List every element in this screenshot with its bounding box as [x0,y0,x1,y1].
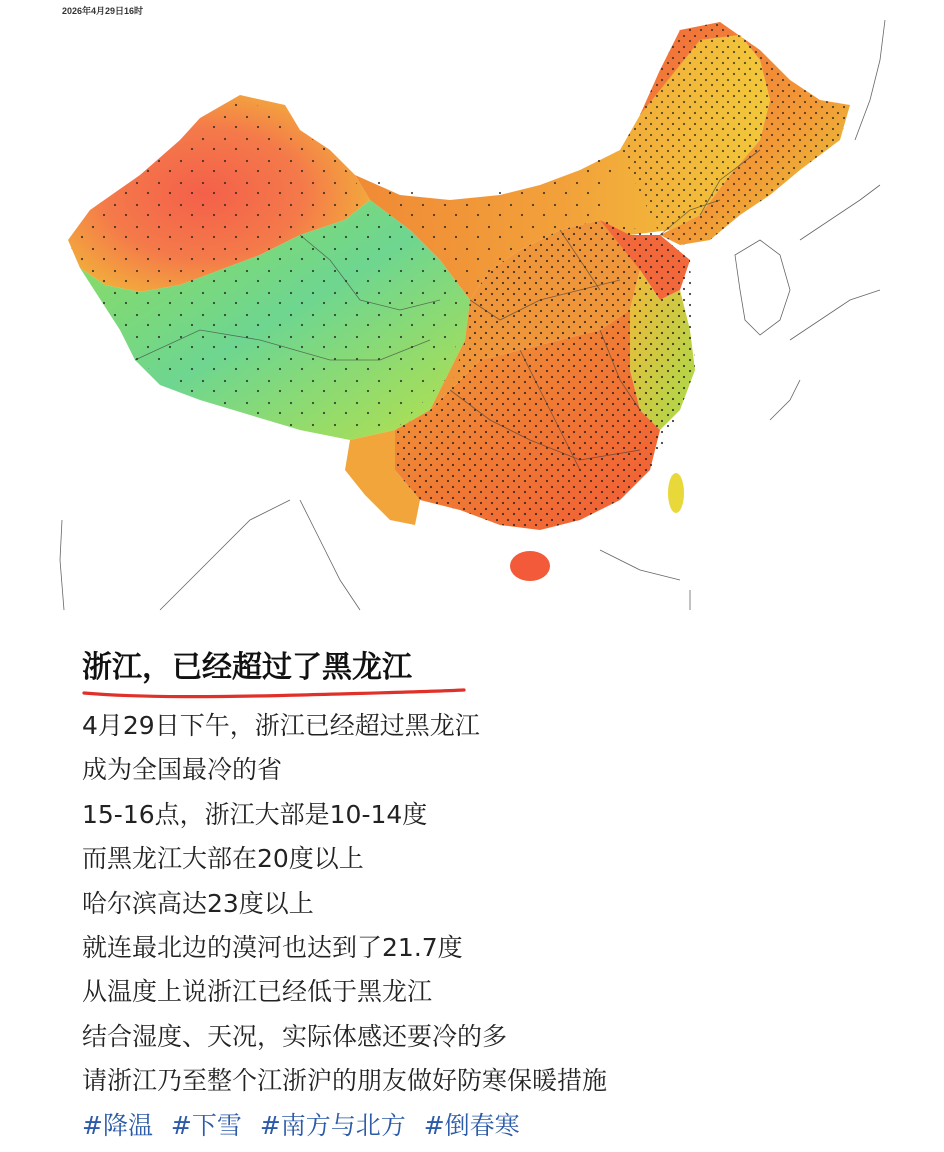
station-dots-west [68,95,470,430]
post-body [82,704,922,1104]
post-line: 哈尔滨高达23度以上 [82,888,314,918]
post-line: 结合湿度、天况，实际体感还要冷的多 [82,1021,508,1051]
post-content [82,646,922,1148]
title-underline [82,684,466,700]
post-line: 从温度上说浙江已经低于黑龙江 [82,977,433,1007]
map-timestamp: 2026年4月29日16时 [62,6,144,16]
hashtag-list [82,1104,922,1148]
region-taiwan [668,473,684,513]
hashtag-cooling[interactable]: #降温 [82,1110,153,1140]
post-line: 4月29日下午，浙江已经超过黑龙江 [82,711,480,740]
hashtag-south-north[interactable]: #南方与北方 [259,1110,406,1140]
hashtag-snow[interactable]: #下雪 [170,1110,242,1140]
station-dots-northeast [620,22,850,245]
post-title: 浙江，已经超过了黑龙江 [82,650,412,685]
post-line: 而黑龙江大部在20度以上 [82,844,364,874]
post-line: 成为全国最冷的省 [82,755,283,785]
post-line: 15-16点，浙江大部是10-14度 [82,799,428,829]
region-hainan [510,551,550,581]
post-title-container [82,646,412,698]
post-line: 就连最北边的漠河也达到了21.7度 [82,933,463,963]
post-line: 请浙江乃至整个江浙沪的朋友做好防寒保暖措施 [82,1066,608,1096]
hashtag-late-spring-cold[interactable]: #倒春寒 [423,1110,520,1140]
